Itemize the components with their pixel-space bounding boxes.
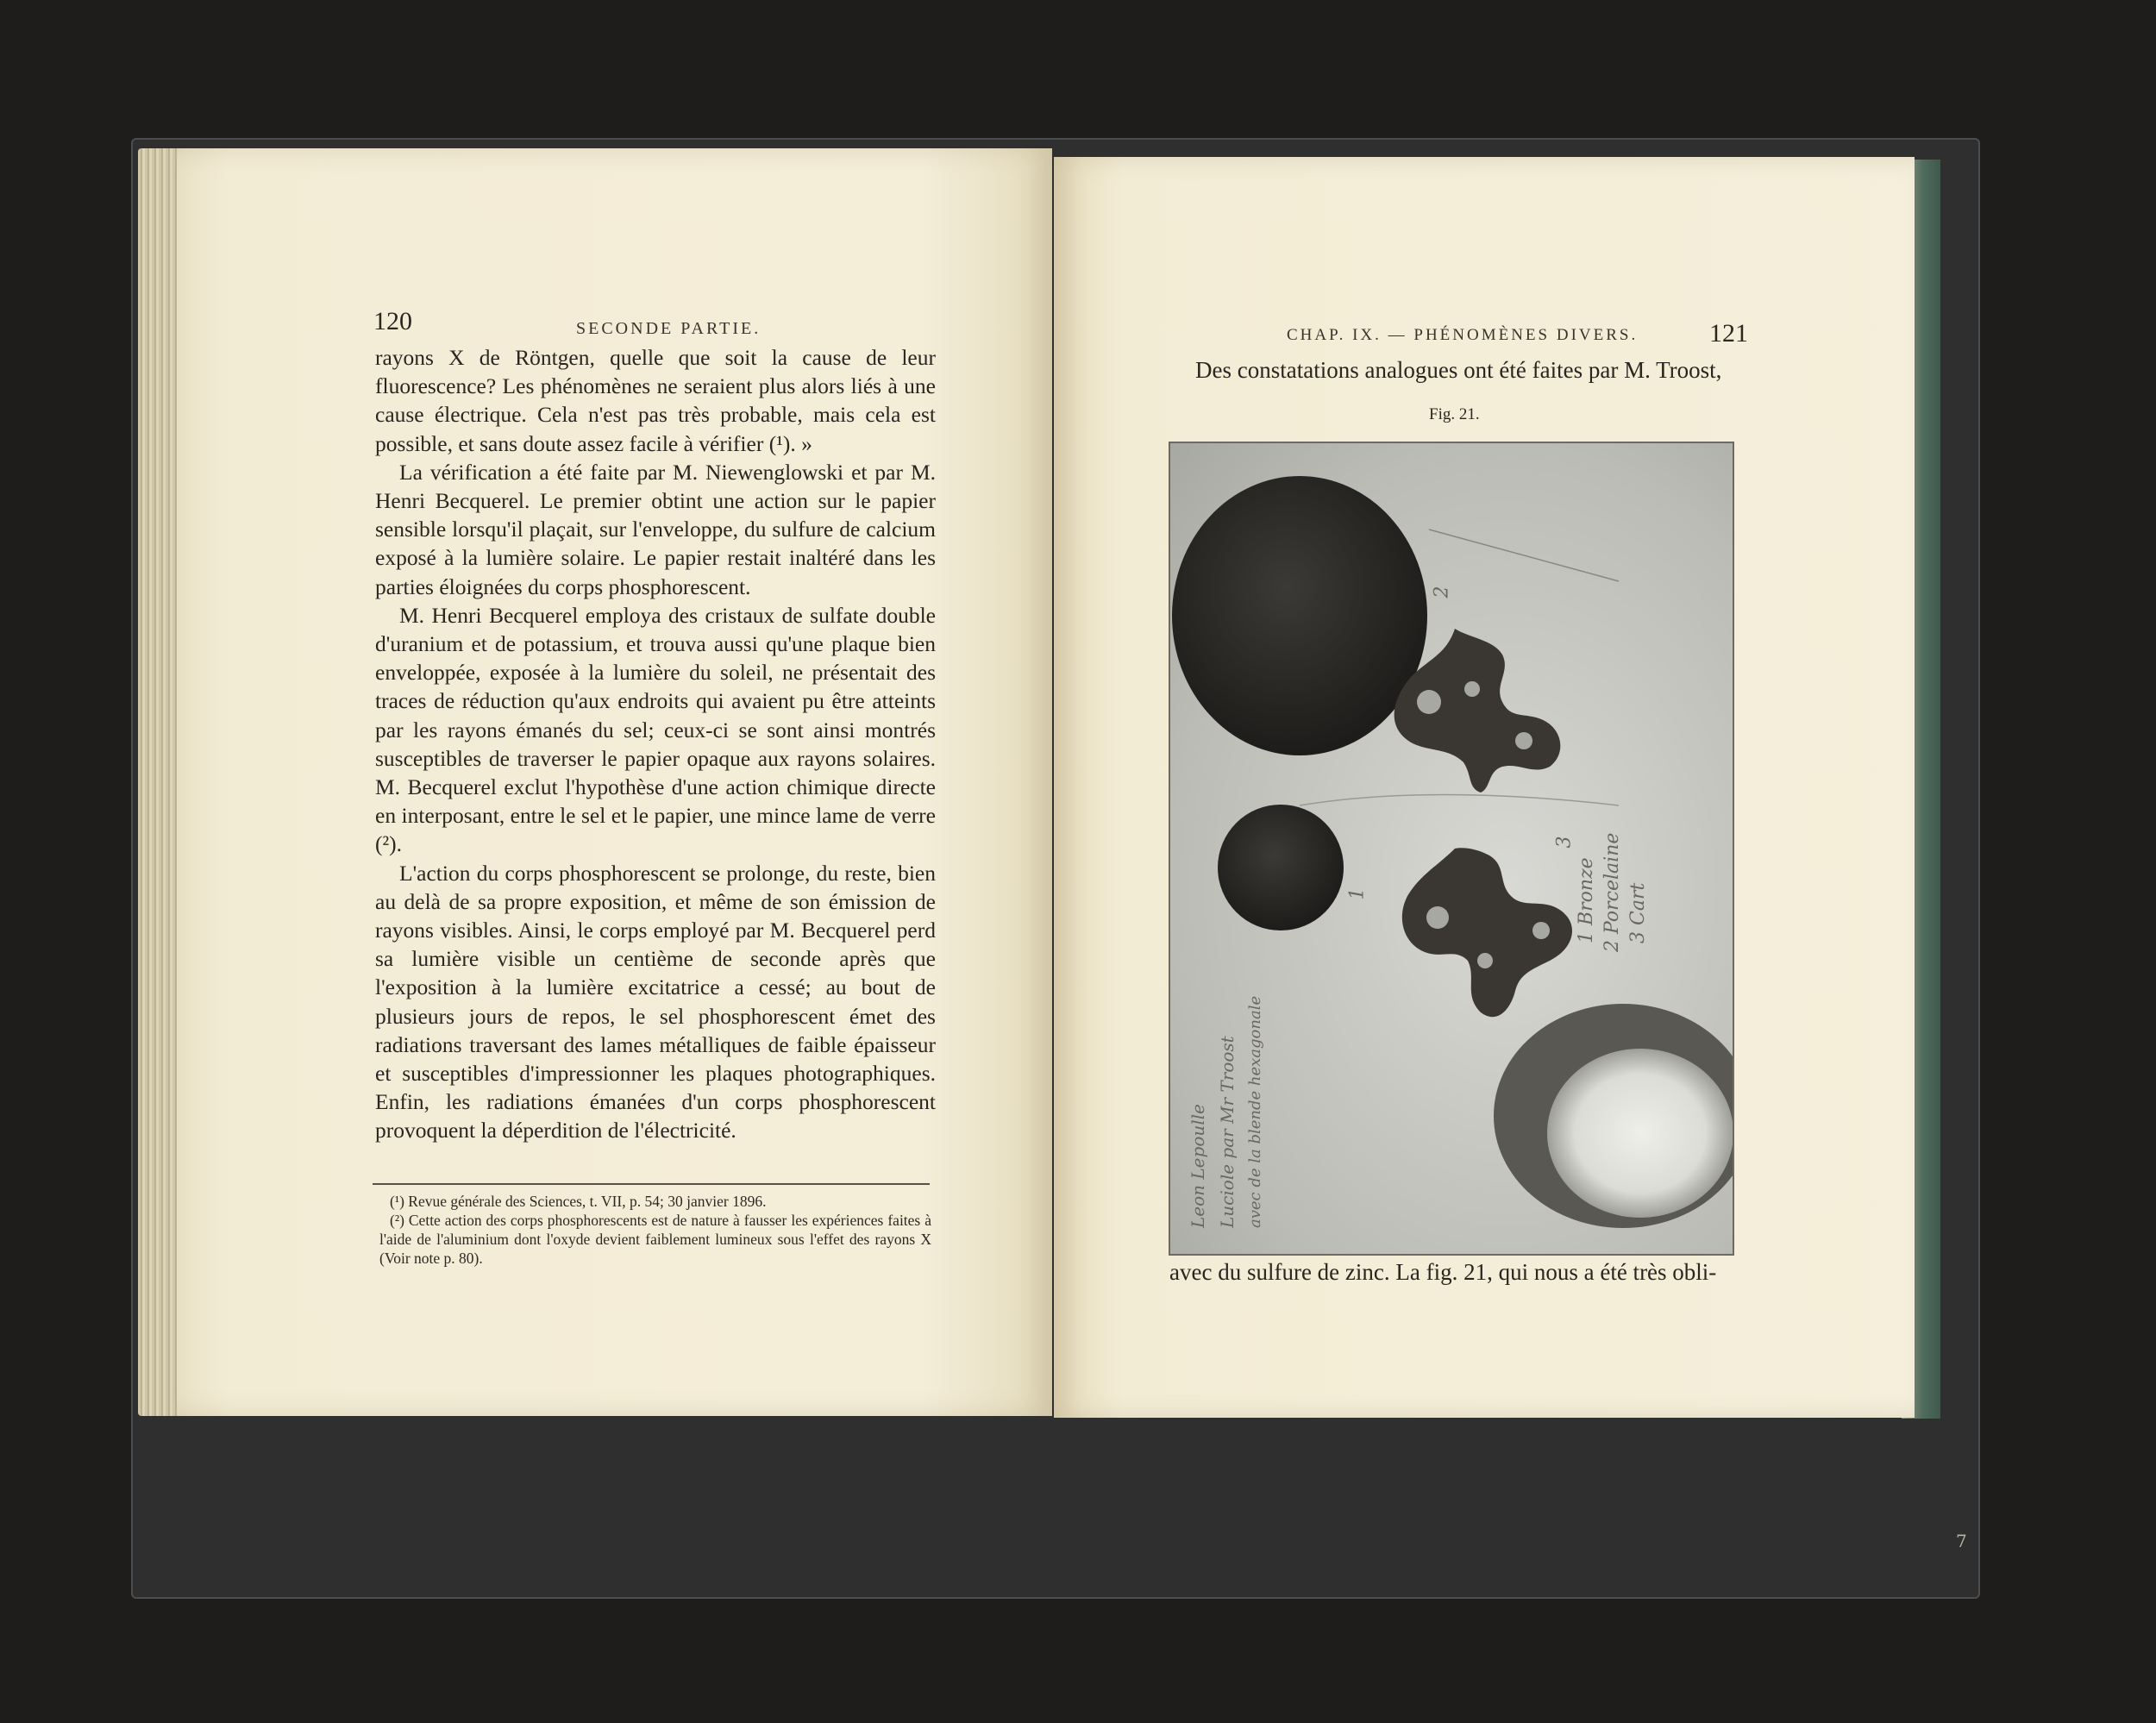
right-running-head: CHAP. IX. — PHÉNOMÈNES DIVERS.: [1287, 326, 1639, 344]
right-page-number: 121: [1709, 319, 1748, 348]
left-running-head: SECONDE PARTIE.: [576, 319, 761, 338]
right-bottom-line: avec du sulfure de zinc. La fig. 21, qui nous a été très obli-: [1169, 1259, 1717, 1285]
ornament-lower: [1402, 848, 1572, 1017]
figure-label: Fig. 21.: [1429, 405, 1480, 423]
left-body-text: [375, 343, 936, 1145]
caption-line-3: avec de la blende hexagonale: [1246, 995, 1264, 1228]
paragraph-1: rayons X de Röntgen, quelle que soit la cause de leur fluorescence? Les phénomènes ne seraient plus alors liés à une cause électrique. Cela n'est pas très probable, mais cela est possible, et sans doute assez facile à vérifier (¹). »: [375, 345, 936, 456]
paragraph-3: M. Henri Becquerel employa des cristaux de sulfate double d'uranium et de potassium, et trouva aussi qu'une plaque bien enveloppée, exposée à la lumière du soleil, ne présentait des traces de réduction qu'aux endroits qui avaient pu être atteints par les rayons émanés du sel; ceux-ci se sont ainsi montrés susceptibles de traverser le papier opaque aux rayons solaires. M. Becquerel exclut l'hypothèse d'une action chimique directe en interposant, entre le sel et le papier, une mince lame de verre (²).: [375, 602, 936, 857]
footnote-1: (¹) Revue générale des Sciences, t. VII, p. 54; 30 janvier 1896.: [390, 1193, 767, 1210]
paragraph-2: La vérification a été faite par M. Niewenglowski et par M. Henri Becquerel. Le premier obtint une action sur le papier sensible lorsqu'il plaçait, sur l'enveloppe, du sulfure de calcium exposé à la lumière solaire. Le papier restait inaltéré dans les parties éloignées du corps phosphorescent.: [375, 459, 936, 599]
footnote-2: (²) Cette action des corps phosphorescents est de nature à fausser les expériences faites à l'aide de l'aluminium dont l'oxyde devient faiblement lumineux sous l'effet des rayons X (Voir note p. 80).: [379, 1212, 931, 1267]
handwritten-legend: [1576, 814, 1731, 987]
right-top-line: Des constatations analogues ont été faites par M. Troost,: [1195, 357, 1722, 383]
legend-line-2: 2 Porcelaine: [1601, 832, 1623, 952]
footnote-rule: [373, 1183, 930, 1185]
figure-21-photograph: [1169, 442, 1734, 1256]
corner-mark: 7: [1956, 1531, 1967, 1551]
figure-number-1: 1: [1346, 887, 1369, 900]
caption-line-2: Luciole par Mr Troost: [1217, 1036, 1238, 1228]
large-disc: [1172, 476, 1427, 755]
footnotes: [379, 1192, 931, 1268]
legend-line-3: 3 Cart: [1627, 882, 1649, 943]
paragraph-4: L'action du corps phosphorescent se prolonge, du reste, bien au delà de sa propre exposition, et même de son émission de rayons visibles. Ainsi, le corps employé par M. Becquerel perd sa lumière visible un centième de seconde après que l'exposition à la lumière excitatrice a cessé; au bout de plusieurs jours de repos, le sel phosphorescent émet des radiations traversant des lames métalliques de faible épaisseur et susceptibles d'impressionner les plaques photographiques. Enfin, les radiations émanées d'un corps phosphorescent provoquent la déperdition de l'électricité.: [375, 860, 936, 1143]
figure-number-2: 2: [1431, 586, 1453, 598]
figure-number-3: 3: [1553, 836, 1576, 849]
left-page-number: 120: [373, 307, 412, 335]
small-disc: [1218, 805, 1344, 930]
handwritten-caption: [1188, 995, 1308, 1237]
caption-line-1: Leon Lepoulle: [1188, 1104, 1208, 1228]
legend-line-1: 1 Bronze: [1576, 857, 1597, 943]
